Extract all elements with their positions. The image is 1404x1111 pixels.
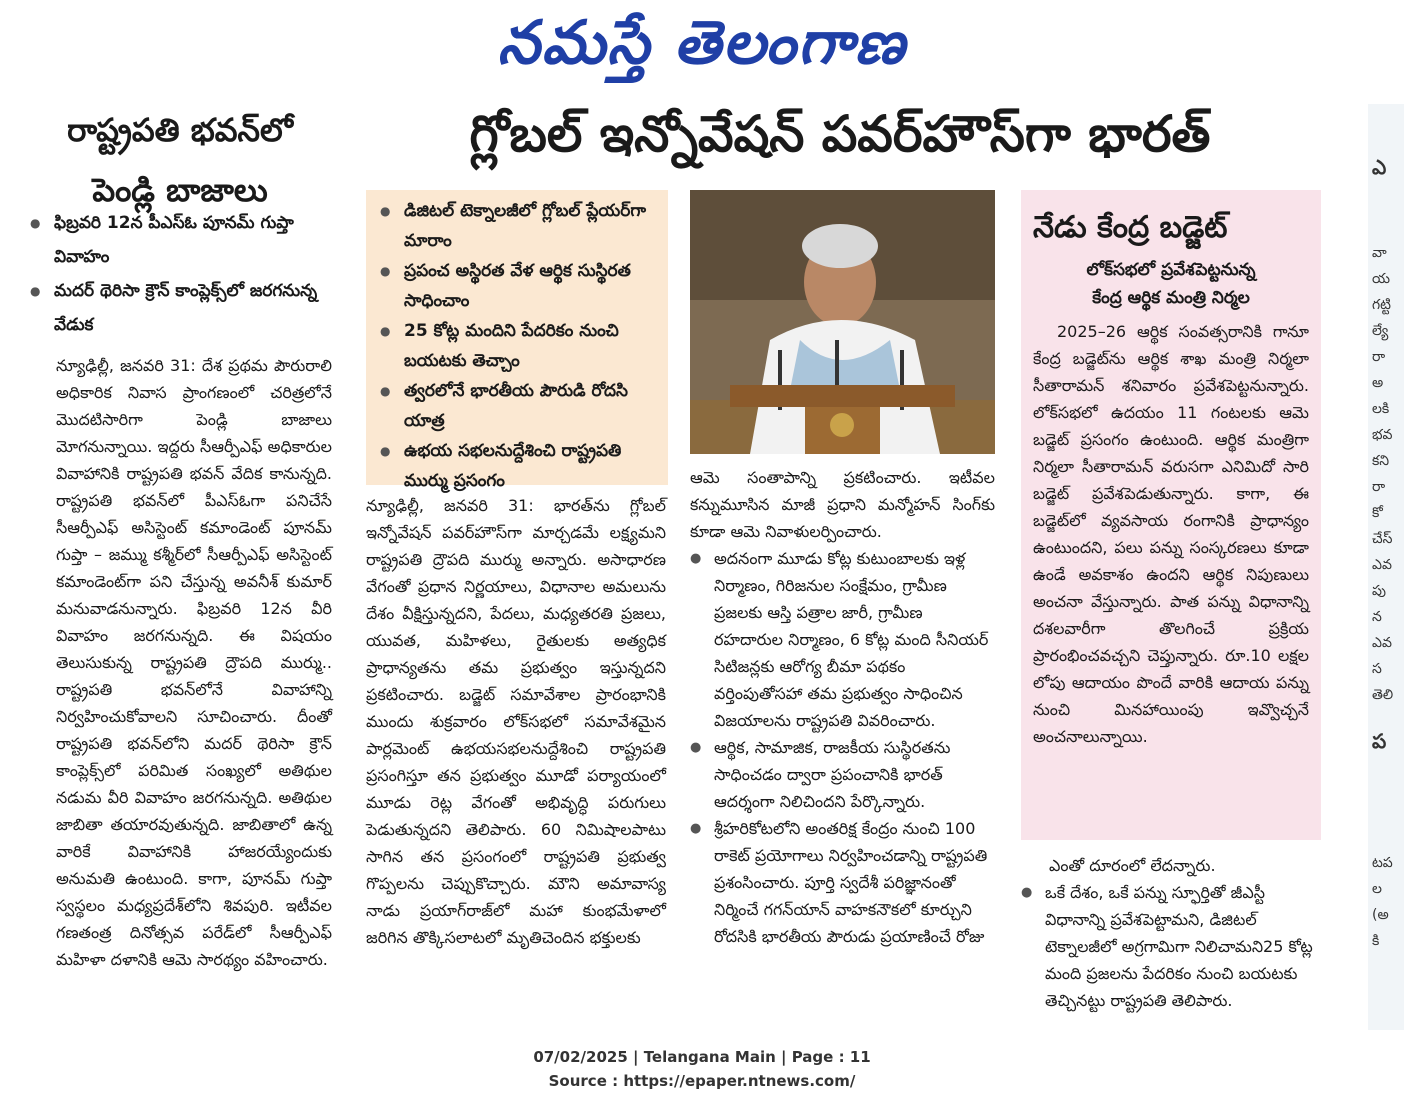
strip-text: రా: [1372, 349, 1386, 365]
highlight-item: ● 25 కోట్ల మందిని పేదరికం నుంచి బయటకు తెచ్చాం: [380, 316, 662, 376]
strip-text: చేస్: [1372, 531, 1393, 547]
strip-text: కో: [1372, 505, 1383, 521]
masthead: నమస్తే తెలంగాణ: [497, 8, 907, 78]
highlight-item: ● ప్రపంచ అస్థిరత వేళ ఆర్థిక సుస్థిరత సాధించాం: [380, 256, 662, 316]
budget-subtitle-line2: కేంద్ర ఆర్థిక మంత్రి నిర్మల: [1092, 288, 1250, 308]
budget-subtitle: [1033, 256, 1309, 312]
strip-text: భవ: [1372, 427, 1393, 443]
side-story-body: న్యూఢిల్లీ, జనవరి 31: దేశ ప్రథమ పౌరురాలి అధికారిక నివాస ప్రాంగణంలో చరిత్రలోనే మొదటిసారిగా పెండ్లి బాజాలు మోగనున్నాయి. ఇద్దరు సీఆర్పీఎఫ్ అధికారుల వివాహానికి రాష్ట్రపతి భవన్ వేదిక కానున్నది. రాష్ట్రపతి భవన్‌లో పీఎస్‌ఓగా పనిచేసే సీఆర్పీఎఫ్ అసిస్టెంట్ కమాండెంట్ పూనమ్ గుప్తా – జమ్ము కశ్మీర్‌లో సీఆర్పీఎఫ్ అసిస్టెంట్ కమాండెంట్‌గా పని చేస్తున్న అవనీశ్ కుమార్ మనువాడనున్నారు. ఫిబ్రవరి 12న వీరి వివాహం జరగనున్నది. ఈ విషయం తెలుసుకున్న రాష్ట్రపతి ద్రౌపది ముర్ము.. రాష్ట్రపతి భవన్‌లోనే వివాహాన్ని నిర్వహించుకోవాలని సూచించారు. దీంతో రాష్ట్రపతి భవన్‌లోని మదర్ థెరిసా క్రౌన్ కాంప్లెక్స్‌లో పరిమిత సంఖ్యలో అతిథుల నడుమ వీరి వివాహం జరగనున్నది. అతిథుల జాబితా తయారవుతున్నది. జాబితాలో ఉన్న వారికే వివాహానికి హాజరయ్యేందుకు అనుమతి ఉంటుంది. కాగా, పూనమ్ గుప్తా స్వస్థలం మధ్యప్రదేశ్‌లోని శివపురి. ఇటీవల గణతంత్ర దినోత్సవ పరేడ్‌లో సీఆర్పీఎఫ్ మహిళా దళానికి ఆమె సారథ్యం వహించారు.: [56, 356, 332, 969]
strip-text: ప: [1372, 729, 1387, 753]
strip-text: గట్టి: [1372, 297, 1391, 313]
side-title-line1: రాష్ట్రపతి భవన్‌లో: [67, 111, 293, 149]
strip-text: వా: [1372, 245, 1387, 261]
highlights-list: [380, 196, 662, 496]
highlight-item: ● త్వరలోనే భారతీయ పౌరుడి రోదసి యాత్ర: [380, 376, 662, 436]
strip-text: స: [1372, 661, 1382, 677]
col2-bullet: ● ఆర్థిక, సామాజిక, రాజకీయ సుస్థిరతను సాధించడం ద్వారా ప్రపంచానికి భారత్ ఆదర్శంగా నిలిచిందని పేర్కొన్నారు.: [690, 734, 995, 815]
strip-text: రా: [1372, 479, 1386, 495]
footer-date-page: 07/02/2025 | Telangana Main | Page : 11: [533, 1048, 871, 1066]
highlights-box: [366, 190, 668, 491]
strip-text: అ: [1372, 375, 1384, 391]
budget-title: నేడు కేంద్ర బడ్జెట్: [1033, 210, 1228, 245]
col3-bullet: ● ఒకే దేశం, ఒకే పన్ను స్ఫూర్తితో జీఎస్టీ విధానాన్ని ప్రవేశపెట్టామని, డిజిటల్ టెక్నాలజీలో అగ్రగామిగా నిలిచామని25 కోట్ల మంది ప్రజలను పేదరికం నుంచి బయటకు తెచ్చినట్టు రాష్ట్రపతి తెలిపారు.: [1021, 879, 1321, 1014]
side-bullet: ● మదర్ థెరిసా క్రౌన్ కాంప్లెక్స్‌లో జరగనున్న వేడుక: [30, 274, 330, 342]
strip-text: ఎ: [1372, 155, 1387, 179]
strip-text: ల: [1372, 881, 1382, 897]
strip-text: తెలి: [1372, 687, 1394, 703]
strip-text: య: [1372, 271, 1391, 287]
main-story-col2: [690, 464, 995, 950]
main-story-col3: [1021, 852, 1321, 1014]
budget-body: 2025–26 ఆర్థిక సంవత్సరానికి గానూ కేంద్ర బడ్జెట్‌ను ఆర్థిక శాఖ మంత్రి నిర్మలా సీతారామన్ శనివారం ప్రవేశపెట్టనున్నారు. లోక్‌సభలో ఉదయం 11 గంటలకు ఆమె బడ్జెట్ ప్రసంగం ఉంటుంది. ఆర్థిక మంత్రిగా నిర్మలా సీతారామన్ వరుసగా ఎనిమిదో సారి బడ్జెట్ ప్రవేశపెడుతున్నారు. కాగా, ఈ బడ్జెట్‌లో వ్యవసాయ రంగానికి ప్రాధాన్యం ఉంటుందని, పలు పన్ను సంస్కరణలు కూడా ఉండే అవకాశం ఉందని ఆర్థిక నిపుణులు అంచనా వేస్తున్నారు. పాత పన్ను విధానాన్ని దశలవారీగా తొలగించే ప్రక్రియ ప్రారంభించవచ్చని చెప్తున్నారు. రూ.10 లక్షల లోపు ఆదాయం పొందే వారికి ఆదాయ పన్ను నుంచి మినహాయింపు ఇవ్వొచ్చనే అంచనాలున్నాయి.: [1033, 322, 1309, 746]
strip-text: టప: [1372, 855, 1393, 871]
col2-bullet: ● అదనంగా మూడు కోట్ల కుటుంబాలకు ఇళ్ల నిర్మాణం, గిరిజనుల సంక్షేమం, గ్రామీణ ప్రజలకు ఆస్తి పత్రాల జారీ, గ్రామీణ రహదారుల నిర్మాణం, 6 కోట్ల మంది సీనియర్ సిటిజన్లకు ఆరోగ్య బీమా పథకం వర్తింపుతోసహా తమ ప్రభుత్వం సాధించిన విజయాలను రాష్ట్రపతి వివరించారు.: [690, 545, 995, 734]
main-story-col1: న్యూఢిల్లీ, జనవరి 31: భారత్‌ను గ్లోబల్ ఇన్నోవేషన్ పవర్‌హౌస్‌గా మార్చడమే లక్ష్యమని రాష్ట్రపతి ద్రౌపది ముర్ము అన్నారు. అసాధారణ వేగంతో ప్రధాన నిర్ణయాలు, విధానాల అమలును దేశం వీక్షిస్తున్నదని, పేదలు, మధ్యతరతి ప్రజలు, యువత, మహిళలు, రైతులకు అత్యధిక ప్రాధాన్యతను తమ ప్రభుత్వం ఇస్తున్నదని ప్రకటించారు. బడ్జెట్ సమావేశాల ప్రారంభానికి ముందు శుక్రవారం లోక్‌సభలో సమావేశమైన పార్లమెంట్ ఉభయసభలనుద్దేశించి రాష్ట్రపతి ప్రసంగిస్తూ తన ప్రభుత్వం మూడో పర్యాయంలో మూడు రెట్ల వేగంతో అభివృద్ధి పరుగులు పెడుతున్నదని తెలిపారు. 60 నిమిషాలపాటు సాగిన తన ప్రసంగంలో రాష్ట్రపతి ప్రభుత్వ గొప్పలను చెప్పుకొచ్చారు. మౌని అమావాస్య నాడు ప్రయాగ్‌రాజ్‌లో మహా కుంభమేళాలో జరిగిన తొక్కిసలాటలో మృతిచెందిన భక్తులకు: [366, 496, 666, 947]
strip-text: ల్యే: [1372, 323, 1389, 339]
strip-text: న: [1372, 609, 1382, 625]
side-bullet: ● ఫిబ్రవరి 12న పీఎస్‌ఓ పూనమ్ గుప్తా వివాహం: [30, 206, 330, 274]
budget-box: [1021, 190, 1321, 840]
strip-text: లకి: [1372, 401, 1390, 417]
highlight-item: ● ఉభయ సభలనుద్దేశించి రాష్ట్రపతి ముర్ము ప్రసంగం: [380, 436, 662, 496]
footer-source: Source : https://epaper.ntnews.com/: [548, 1072, 856, 1090]
strip-text: (అ: [1372, 907, 1389, 923]
side-title-line2: పెండ్లి బాజాలు: [92, 171, 268, 209]
col2-bullets: [690, 545, 995, 950]
strip-text: కని: [1372, 453, 1390, 469]
col3-intro: ఎంతో దూరంలో లేదన్నారు.: [1049, 856, 1216, 875]
highlight-item: ● డిజిటల్ టెక్నాలజీలో గ్లోబల్ ప్లేయర్‌గా మారాం: [380, 196, 662, 256]
strip-text: కి: [1372, 933, 1380, 949]
side-story-bullets: [30, 206, 330, 342]
main-headline: గ్లోబల్ ఇన్నోవేషన్ పవర్‌హౌస్‌గా భారత్: [469, 105, 1211, 163]
strip-text: ఎవ: [1372, 635, 1392, 651]
side-story-title: [20, 100, 340, 220]
budget-subtitle-line1: లోక్‌సభలో ప్రవేశపెట్టనున్న: [1086, 260, 1256, 280]
president-photo-illustration: [690, 190, 995, 454]
strip-text: ఎవ: [1372, 557, 1392, 573]
col3-bullets: [1021, 879, 1321, 1014]
col2-bullet: ● శ్రీహరికోటలోని అంతరిక్ష కేంద్రం నుంచి 100 రాకెట్ ప్రయోగాలు నిర్వహించడాన్ని రాష్ట్రపతి ప్రశంసించారు. పూర్తి స్వదేశీ పరిజ్ఞానంతో నిర్మించే గగన్‌యాన్ వాహకనౌకలో కూర్చుని రోదసికి భారతీయ పౌరుడు ప్రయాణించే రోజు: [690, 815, 995, 950]
right-cropped-column: [1368, 104, 1404, 1030]
president-photo: [690, 190, 995, 454]
col2-intro: ఆమె సంతాపాన్ని ప్రకటించారు. ఇటీవల కన్నుమూసిన మాజీ ప్రధాని మన్మోహన్ సింగ్‌కు కూడా ఆమె నివాళులర్పించారు.: [690, 468, 995, 541]
strip-text: పు: [1372, 583, 1386, 599]
